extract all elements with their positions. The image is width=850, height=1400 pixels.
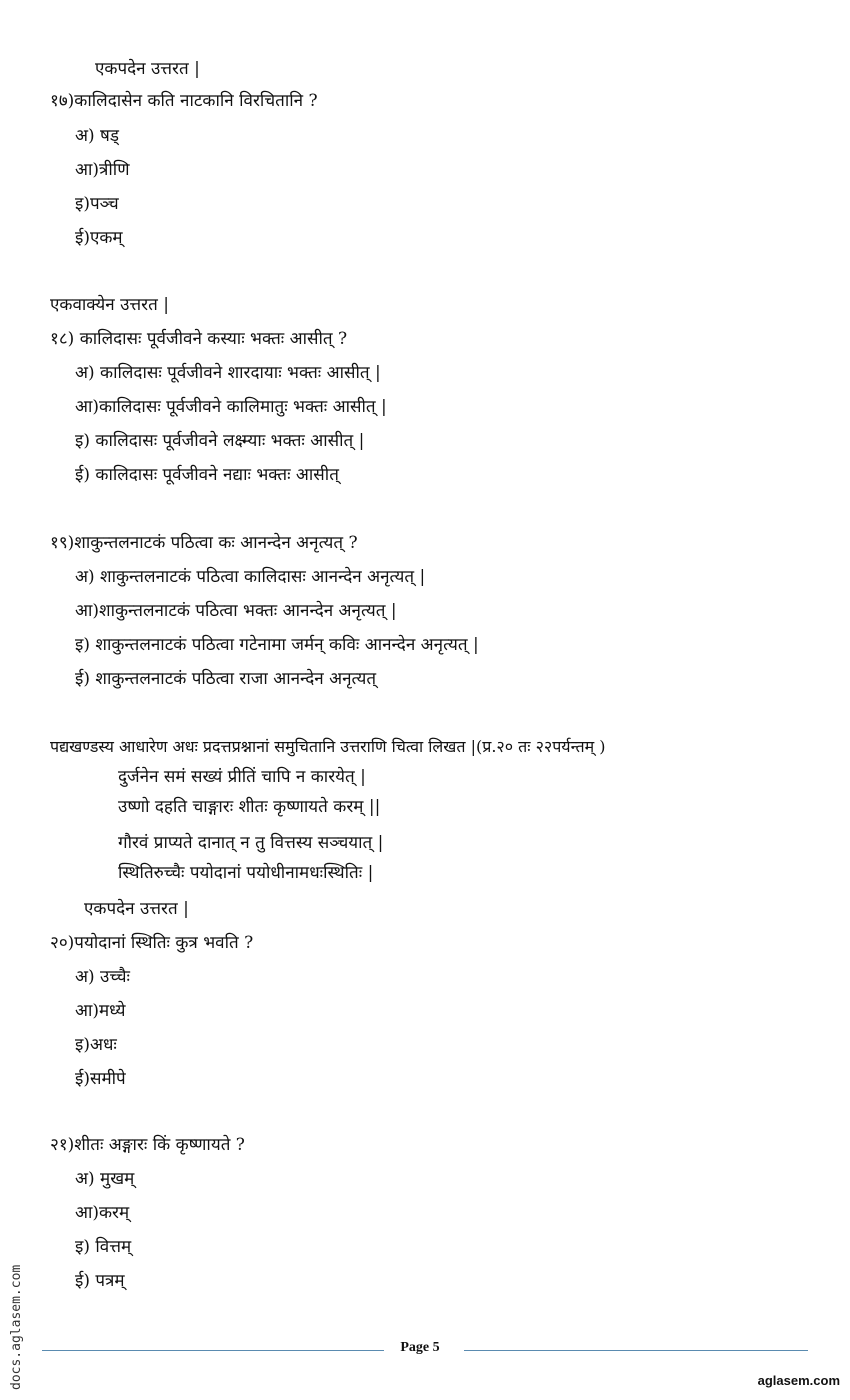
side-watermark [8, 1230, 30, 1390]
instruction-one-sentence: एकवाक्येन उत्तरत | [50, 295, 169, 315]
option-20-a: अ) उच्चैः [75, 967, 130, 987]
brand-watermark: aglasem.com [757, 1373, 840, 1388]
verse-line-1: दुर्जनेन समं सख्यं प्रीतिं चापि न कारयेत् | [118, 767, 366, 787]
option-21-b: आ)करम् [75, 1203, 130, 1223]
instruction-one-word: एकपदेन उत्तरत | [95, 59, 200, 79]
option-21-d: ई) पत्रम् [75, 1271, 125, 1291]
question-19: १९)शाकुन्तलनाटकं पठित्वा कः आनन्देन अनृत्यत् ? [50, 533, 358, 553]
option-21-a: अ) मुखम् [75, 1169, 135, 1189]
option-18-b: आ)कालिदासः पूर्वजीवने कालिमातुः भक्तः आसीत् | [75, 397, 387, 417]
option-18-d: ई) कालिदासः पूर्वजीवने नद्याः भक्तः आसीत् [75, 465, 339, 485]
option-17-b: आ)त्रीणि [75, 160, 130, 180]
verse-line-3: गौरवं प्राप्यते दानात् न तु वित्तस्य सञ्चयात् | [118, 833, 384, 853]
question-18: १८) कालिदासः पूर्वजीवने कस्याः भक्तः आसीत् ? [50, 329, 348, 349]
option-17-d: ई)एकम् [75, 228, 123, 248]
option-18-c: इ) कालिदासः पूर्वजीवने लक्ष्म्याः भक्तः आसीत् | [75, 431, 365, 451]
verse-line-2: उष्णो दहति चाङ्गारः शीतः कृष्णायते करम् || [118, 797, 381, 817]
option-19-b: आ)शाकुन्तलनाटकं पठित्वा भक्तः आनन्देन अनृत्यत् | [75, 601, 397, 621]
option-17-c: इ)पञ्च [75, 194, 119, 214]
page-number: Page 5 [400, 1340, 440, 1355]
question-20: २०)पयोदानां स्थितिः कुत्र भवति ? [50, 933, 254, 953]
instruction-one-word-2: एकपदेन उत्तरत | [84, 899, 189, 919]
footer-rule-right [464, 1350, 808, 1351]
option-21-c: इ) वित्तम् [75, 1237, 132, 1257]
option-17-a: अ) षड् [75, 126, 119, 146]
option-19-d: ई) शाकुन्तलनाटकं पठित्वा राजा आनन्देन अनृत्यत् [75, 669, 377, 689]
option-19-c: इ) शाकुन्तलनाटकं पठित्वा गटेनामा जर्मन् कविः आनन्देन अनृत्यत् | [75, 635, 479, 655]
passage-instruction: पद्यखण्डस्य आधारेण अधः प्रदत्तप्रश्नानां समुचितानि उत्तराणि चित्वा लिखत |(प्र.२० तः २२पर्यन्तम् ) [50, 737, 606, 756]
footer-rule-left [42, 1350, 384, 1351]
question-17: १७)कालिदासेन कति नाटकानि विरचितानि ? [50, 91, 318, 111]
option-20-d: ई)समीपे [75, 1069, 126, 1089]
verse-line-4: स्थितिरुच्चैः पयोदानां पयोधीनामधःस्थितिः | [118, 863, 374, 883]
option-19-a: अ) शाकुन्तलनाटकं पठित्वा कालिदासः आनन्देन अनृत्यत् | [75, 567, 426, 587]
side-watermark-text: docs.aglasem.com [9, 1264, 24, 1390]
option-18-a: अ) कालिदासः पूर्वजीवने शारदायाः भक्तः आसीत् | [75, 363, 381, 383]
question-21: २१)शीतः अङ्गारः किं कृष्णायते ? [50, 1135, 245, 1155]
option-20-b: आ)मध्ये [75, 1001, 126, 1021]
option-20-c: इ)अधः [75, 1035, 117, 1055]
